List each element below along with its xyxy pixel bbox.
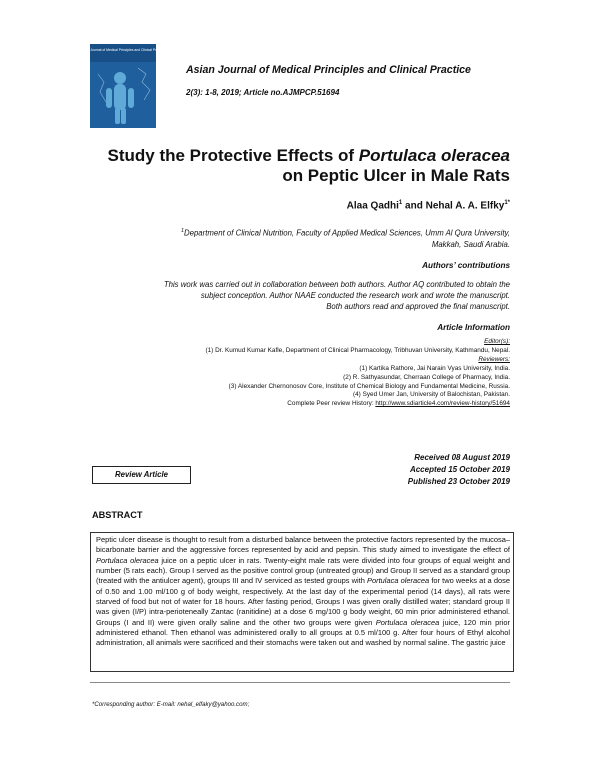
author-separator: and bbox=[402, 200, 426, 212]
review-history-link[interactable]: http://www.sdiarticle4.com/review-history/51694 bbox=[375, 400, 510, 408]
reviewer-2: (2) R. Sathyasundar, Cherraan College of Pharmacy, India. bbox=[343, 373, 510, 381]
editorial-info bbox=[90, 338, 510, 409]
author-1-affiliation-mark: 1 bbox=[398, 200, 403, 206]
abstract-part-2: juice on a peptic ulcer in rats. Twenty-eight male rats were divided into four groups of equal weight and number (5 rats each). Group I served as the positive control group (untreated group) and Group II served as a standard group (treated with the antiulcer agent), groups III and IV serviced as tested groups with bbox=[96, 555, 510, 586]
author-1: Alaa Qadhi bbox=[346, 200, 399, 212]
abstract-species-2: Portulaca oleracea bbox=[367, 576, 430, 586]
abstract-species-3: Portulaca oleracea bbox=[375, 617, 440, 627]
title-line1-prefix: Study the Protective Effects of bbox=[107, 146, 359, 165]
abstract-part-4: juice, 120 min prior administered ethanol. Then ethanol was administered orally to all groups at 0.5 ml/100 g. After four hours of Ethyl alcohol administration, all animals were sacrificed and their stomachs were taken out and washed by normal saline. The gastric juice bbox=[96, 617, 510, 648]
cover-title: Asian Journal of Medical Principles and Clinical Practice bbox=[80, 48, 166, 52]
abstract-part-1: Peptic ulcer disease is thought to result from a disturbed balance between the protective factors represented by the mucosa–bicarbonate barrier and the aggressive forces represented by acid and pepsin. This study aimed to investigate the effect of bbox=[96, 535, 510, 555]
article-title bbox=[90, 146, 510, 186]
contributions-heading: Authors’ contributions bbox=[422, 261, 510, 270]
journal-citation: 2(3): 1-8, 2019; Article no.AJMPCP.51694 bbox=[186, 88, 340, 97]
corresponding-author-footnote: *Corresponding author: E-mail: nehal_elfaky@yahoo.com; bbox=[92, 701, 250, 708]
author-list bbox=[90, 200, 510, 211]
author-2-affiliation-mark: 1* bbox=[504, 200, 510, 206]
reviewer-1: (1) Kartika Rathore, Jai Narain Vyas University, India. bbox=[359, 364, 510, 372]
affiliation-line2: Makkah, Saudi Arabia. bbox=[431, 239, 510, 249]
publication-dates bbox=[300, 452, 510, 488]
abstract-heading: ABSTRACT bbox=[92, 510, 143, 520]
editor-1: (1) Dr. Kumud Kumar Kafle, Department of Clinical Pharmacology, Tribhuvan University, Kathmandu, Nepal. bbox=[205, 346, 510, 354]
contributions-line1: This work was carried out in collaboration between both authors. Author AQ contributed to obtain the bbox=[163, 280, 510, 289]
affiliation bbox=[90, 226, 510, 250]
date-published: Published 23 October 2019 bbox=[407, 477, 510, 486]
review-history bbox=[90, 400, 510, 409]
abstract-species-1: Portulaca oleracea bbox=[96, 555, 159, 565]
reviewers-label: Reviewers: bbox=[478, 355, 510, 363]
reviewer-4: (4) Syed Umer Jan, University of Balochistan, Pakistan. bbox=[353, 391, 510, 399]
article-type-badge: Review Article bbox=[92, 466, 191, 484]
affiliation-mark: 1 bbox=[180, 228, 184, 234]
review-history-label: Complete Peer review History: bbox=[287, 400, 376, 408]
date-accepted: Accepted 15 October 2019 bbox=[409, 465, 510, 474]
contributions-line2: subject conception. Author NAAE conducted the research work and wrote the manuscript. bbox=[200, 291, 510, 300]
reviewer-3: (3) Alexander Chernonosov Core, Institute of Chemical Biology and Fundamental Medicine, Russia. bbox=[228, 382, 510, 390]
abstract-part-3: for two weeks at a dose of 0.50 and 1.00 ml/100 g of body weight, respectively. At the last day of the experimental period (14 days), all rats were starved of food but not of water for 18 hours. After fasting period, Groups I was given orally distilled water; standard group II was given (I/P) intra-perioteneally Zantac (ranitidine) at a dose 6 mg/100 g body weight, 60 min prior administered ethanol. Groups (I and II) were given orally saline and the other two groups were given bbox=[96, 576, 510, 627]
title-species: Portulaca oleracea bbox=[358, 146, 510, 165]
journal-name: Asian Journal of Medical Principles and Clinical Practice bbox=[186, 64, 471, 76]
contributions-line3: Both authors read and approved the final manuscript. bbox=[326, 302, 510, 311]
abstract-box bbox=[90, 532, 514, 672]
title-line2: on Peptic Ulcer in Male Rats bbox=[282, 166, 510, 185]
article-info-heading: Article Information bbox=[437, 323, 510, 332]
contributions-text bbox=[90, 279, 510, 312]
author-2: Nehal A. A. Elfky bbox=[425, 200, 505, 212]
footnote-divider bbox=[90, 682, 510, 683]
editors-label: Editor(s): bbox=[484, 338, 510, 345]
affiliation-line1: Department of Clinical Nutrition, Faculty of Applied Medical Sciences, Umm Al Qura University, bbox=[184, 228, 510, 238]
journal-cover-image bbox=[80, 44, 166, 128]
date-received: Received 08 August 2019 bbox=[414, 453, 510, 462]
